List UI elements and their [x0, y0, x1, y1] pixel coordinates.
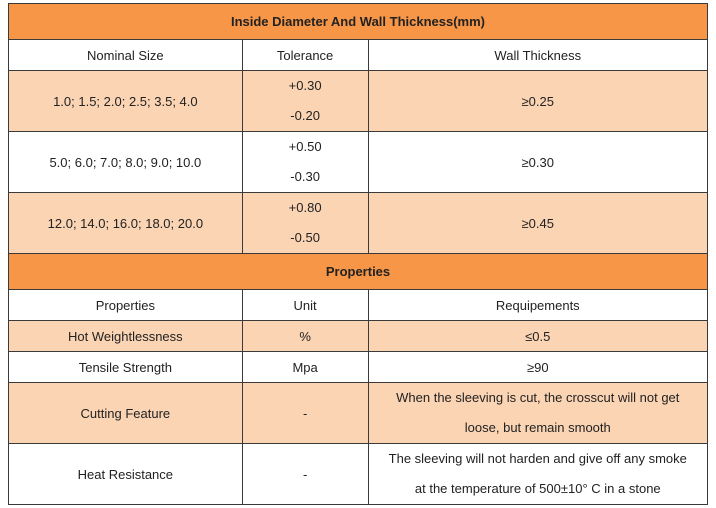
spec-table	[8, 3, 708, 505]
col-header-tolerance: Tolerance	[242, 40, 368, 71]
table-row	[9, 383, 708, 444]
spec-table-container	[8, 3, 708, 505]
col-header-wall-thickness: Wall Thickness	[368, 40, 707, 71]
col-header-requirements: Requipements	[368, 290, 707, 321]
table-row	[9, 444, 708, 505]
table-row	[9, 352, 708, 383]
unit-cell: -	[242, 444, 368, 505]
col-header-properties: Properties	[9, 290, 243, 321]
tolerance-minus: -0.30	[290, 169, 320, 184]
table-row	[9, 193, 708, 254]
requirement-line: loose, but remain smooth	[464, 420, 611, 435]
property-name-cell: Heat Resistance	[9, 444, 243, 505]
col-header-unit: Unit	[242, 290, 368, 321]
wall-thickness-cell: ≥0.45	[368, 193, 707, 254]
nominal-size-cell: 12.0; 14.0; 16.0; 18.0; 20.0	[9, 193, 243, 254]
nominal-size-cell: 5.0; 6.0; 7.0; 8.0; 9.0; 10.0	[9, 132, 243, 193]
diameter-header-row	[9, 40, 708, 71]
nominal-size-cell: 1.0; 1.5; 2.0; 2.5; 3.5; 4.0	[9, 71, 243, 132]
tolerance-plus: +0.80	[288, 200, 322, 215]
tolerance-plus: +0.50	[288, 139, 322, 154]
properties-section-title: Properties	[9, 254, 708, 290]
unit-cell: %	[242, 321, 368, 352]
property-name-cell: Cutting Feature	[9, 383, 243, 444]
diameter-section-title: Inside Diameter And Wall Thickness(mm)	[9, 4, 708, 40]
property-name-cell: Hot Weightlessness	[9, 321, 243, 352]
tolerance-cell	[242, 71, 368, 132]
requirement-line: at the temperature of 500±10° C in a stone	[414, 481, 661, 496]
diameter-title-row	[9, 4, 708, 40]
tolerance-cell	[242, 132, 368, 193]
col-header-nominal-size: Nominal Size	[9, 40, 243, 71]
tolerance-plus: +0.30	[288, 78, 322, 93]
requirement-line: When the sleeving is cut, the crosscut will not get	[396, 390, 680, 405]
wall-thickness-cell: ≥0.25	[368, 71, 707, 132]
property-name-cell: Tensile Strength	[9, 352, 243, 383]
requirement-cell	[368, 444, 707, 505]
requirement-cell: ≤0.5	[368, 321, 707, 352]
tolerance-minus: -0.20	[290, 108, 320, 123]
tolerance-minus: -0.50	[290, 230, 320, 245]
unit-cell: -	[242, 383, 368, 444]
properties-title-row	[9, 254, 708, 290]
requirement-cell: ≥90	[368, 352, 707, 383]
table-row	[9, 71, 708, 132]
requirement-cell	[368, 383, 707, 444]
unit-cell: Mpa	[242, 352, 368, 383]
table-row	[9, 321, 708, 352]
table-row	[9, 132, 708, 193]
properties-header-row	[9, 290, 708, 321]
tolerance-cell	[242, 193, 368, 254]
wall-thickness-cell: ≥0.30	[368, 132, 707, 193]
requirement-line: The sleeving will not harden and give off any smoke	[388, 451, 687, 466]
